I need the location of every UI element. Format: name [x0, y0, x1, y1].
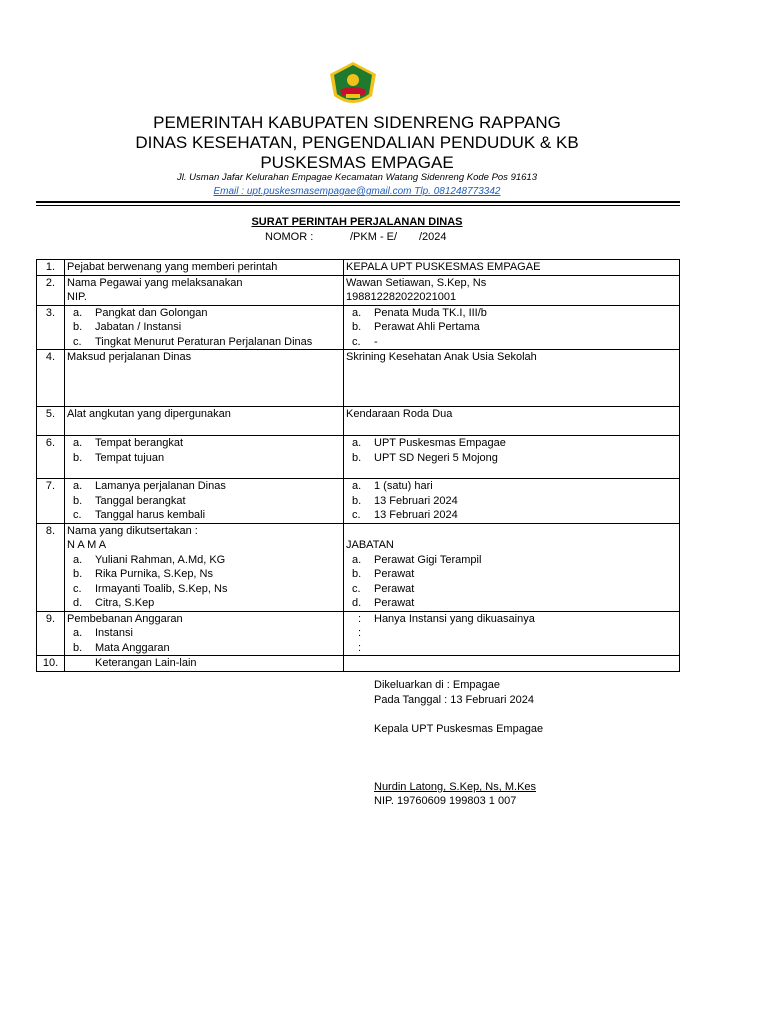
row-label: Alat angkutan yang dipergunakan	[65, 407, 344, 436]
table-row	[37, 275, 680, 305]
row-label: Nama yang dikutsertakan : N A M A a. Yuliani Rahman, A.Md, KG b. Rika Purnika, S.Kep, Ns c. Irmayanti Toalib, S.Kep, Ns d. Citra, S.Kep	[65, 523, 344, 611]
row-label: Pejabat berwenang yang memberi perintah	[65, 260, 344, 276]
signer-position: Kepala UPT Puskesmas Empagae	[374, 723, 544, 735]
row-value: Wawan Setiawan, S.Kep, Ns 198812282022021001	[344, 275, 680, 305]
spd-table	[36, 259, 680, 672]
row-label: Keterangan Lain-lain	[65, 656, 344, 672]
nomor-year: /2024	[419, 231, 447, 243]
table-row	[37, 656, 680, 672]
row-number: 5.	[37, 407, 65, 436]
header-line-2: DINAS KESEHATAN, PENGENDALIAN PENDUDUK & KB	[135, 133, 579, 152]
row-label: a. Tempat berangkat b. Tempat tujuan	[65, 436, 344, 479]
table-row	[37, 479, 680, 524]
row-number: 1.	[37, 260, 65, 276]
row-value: JABATAN a. Perawat Gigi Terampil b. Perawat c. Perawat d. Perawat	[344, 523, 680, 611]
table-row	[37, 260, 680, 276]
header-rule-thick	[36, 201, 680, 203]
table-row	[37, 350, 680, 407]
row-value: a. UPT Puskesmas Empagae b. UPT SD Negeri 5 Mojong	[344, 436, 680, 479]
row-number: 4.	[37, 350, 65, 407]
issued-date: Pada Tanggal : 13 Februari 2024	[374, 694, 535, 706]
row-label: Pembebanan Anggaran a. Instansi b. Mata Anggaran	[65, 611, 344, 656]
header-line-1: PEMERINTAH KABUPATEN SIDENRENG RAPPANG	[153, 113, 561, 132]
row-label: a. Lamanya perjalanan Dinas b. Tanggal berangkat c. Tanggal harus kembali	[65, 479, 344, 524]
row-label: a. Pangkat dan Golongan b. Jabatan / Instansi c. Tingkat Menurut Peraturan Perjalanan Dinas	[65, 305, 344, 350]
government-logo	[328, 60, 378, 108]
row-number: 10.	[37, 656, 65, 672]
row-value: a. 1 (satu) hari b. 13 Februari 2024 c. 13 Februari 2024	[344, 479, 680, 524]
nomor-value: /PKM - E/	[350, 231, 398, 243]
header-address: Jl. Usman Jafar Kelurahan Empagae Kecamatan Watang Sidenreng Kode Pos 91613	[177, 172, 537, 183]
row-label: Maksud perjalanan Dinas	[65, 350, 344, 407]
row-value: KEPALA UPT PUSKESMAS EMPAGAE	[344, 260, 680, 276]
row-value: Skrining Kesehatan Anak Usia Sekolah	[344, 350, 680, 407]
row-value: Kendaraan Roda Dua	[344, 407, 680, 436]
nomor-label: NOMOR :	[265, 231, 314, 243]
row-value: a. Penata Muda TK.I, III/b b. Perawat Ahli Pertama c. -	[344, 305, 680, 350]
table-row	[37, 436, 680, 479]
table-row	[37, 305, 680, 350]
table-row	[37, 523, 680, 611]
issued-place: Dikeluarkan di : Empagae	[374, 679, 500, 691]
header-rule-thin	[36, 205, 680, 206]
row-number: 3.	[37, 305, 65, 350]
row-number: 2.	[37, 275, 65, 305]
row-number: 6.	[37, 436, 65, 479]
signer-name: Nurdin Latong, S.Kep, Ns, M.Kes	[374, 781, 537, 793]
table-row	[37, 407, 680, 436]
letter-title: SURAT PERINTAH PERJALANAN DINAS	[251, 216, 463, 228]
row-label: Nama Pegawai yang melaksanakan NIP.	[65, 275, 344, 305]
row-value: : Hanya Instansi yang dikuasainya : :	[344, 611, 680, 656]
row-number: 9.	[37, 611, 65, 656]
header-contact: Email : upt.puskesmasempagae@gmail.com Tlp. 081248773342	[213, 186, 501, 197]
signer-nip: NIP. 19760609 199803 1 007	[374, 795, 517, 807]
row-number: 8.	[37, 523, 65, 611]
header-line-3: PUSKESMAS EMPAGAE	[260, 153, 454, 172]
row-value	[344, 656, 680, 672]
row-number: 7.	[37, 479, 65, 524]
table-row	[37, 611, 680, 656]
